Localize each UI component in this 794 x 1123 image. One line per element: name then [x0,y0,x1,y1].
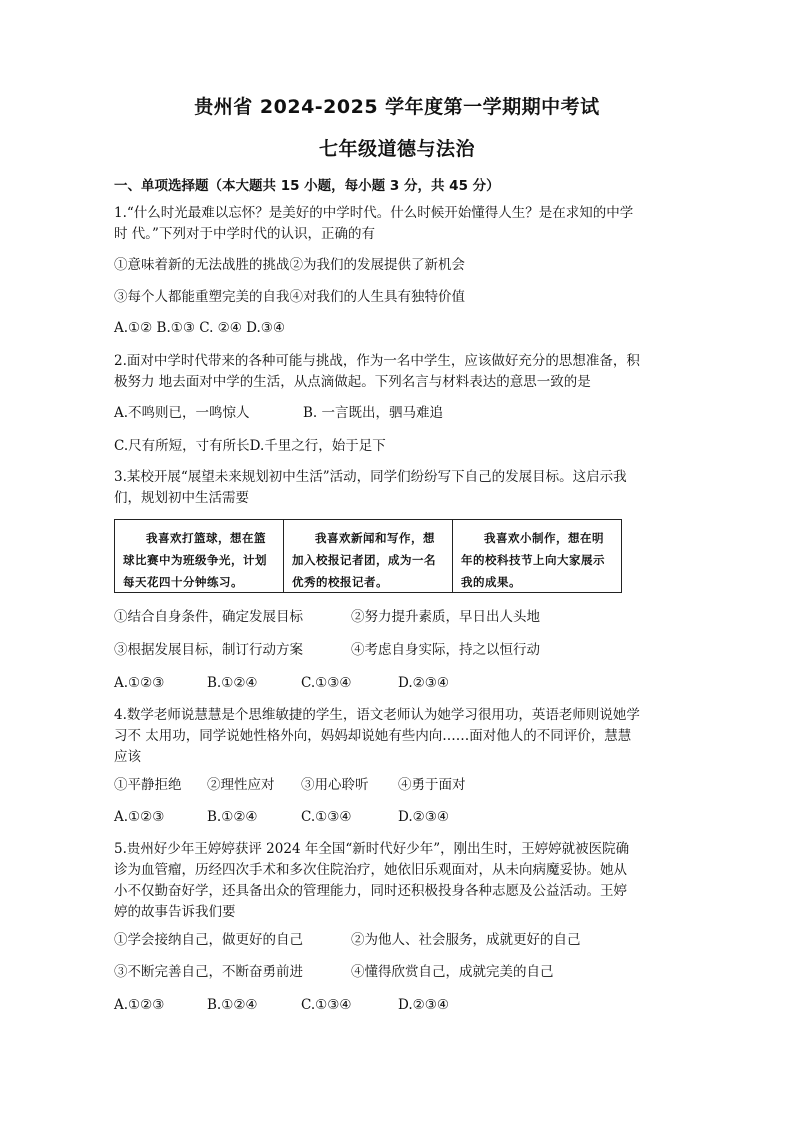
q1-options: A.①② B.①③ C. ②④ D.③④ [114,320,286,336]
q5-statement-2: ②为他人、社会服务，成就更好的自己 [351,932,581,948]
q5-statement-3: ③不断完善自己，不断奋勇前进 [114,964,303,980]
exam-title: 贵州省 2024-2025 学年度第一学期期中考试 [194,96,600,118]
q5-option-a: A.①②③ [114,997,165,1013]
question-2-stem [114,351,686,393]
q5-statements-row2 [114,961,686,983]
q5-option-c: C.①③④ [301,997,352,1013]
q3-statement-1: ①结合自身条件，确定发展目标 [114,609,303,625]
q3-statements-row1 [114,606,686,628]
q3-option-d: D.②③④ [398,675,449,691]
q5-stem-line3: 小不仅勤奋好学，还具备出众的管理能力，同时还积极投身各种志愿及公益活动。王婷 [114,883,627,899]
q2-option-a: A.不鸣则已，一鸣惊人 [114,405,250,421]
q4-options [114,806,686,828]
q4-option-b: B.①②④ [207,809,258,825]
q4-statements [114,774,686,796]
q5-statement-4: ④懂得欣赏自己，成就完美的自己 [351,964,554,980]
q4-stem-line2: 习不 太用功，同学说她性格外向，妈妈却说她有些内向……面对他人的不同评价，慧慧 [114,728,632,744]
q3-statements-row2 [114,639,686,661]
q5-option-b: B.①②④ [207,997,258,1013]
q3-statement-2: ②努力提升素质，早日出人头地 [351,609,540,625]
q3-material-table [114,519,622,593]
q2-stem-line2: 极努力 地去面对中学的生活，从点滴做起。下列名言与材料表达的意思一致的是 [114,374,591,390]
q1-stem-line1: 1.“什么时光最难以忘怀？是美好的中学时代。什么时候开始懂得人生？是在求知的中学 [114,205,634,221]
q1-stem-line2: 时 代。”下列对于中学时代的认识，正确的有 [114,226,375,242]
question-5-stem [114,839,686,923]
section-heading: 一、单项选择题（本大题共 15 小题，每小题 3 分，共 45 分） [114,178,500,194]
q4-option-d: D.②③④ [398,809,449,825]
q3-material-cell-2: 我喜欢新闻和写作，想加入校报记者团，成为一名优秀的校报记者。 [283,520,452,592]
q4-statement-2: ②理性应对 [207,777,275,793]
q5-stem-line2: 诊为血管瘤，历经四次手术和多次住院治疗，她依旧乐观面对，从未向病魔妥协。她从 [114,862,627,878]
q3-option-c: C.①③④ [301,675,352,691]
q5-stem-line1: 5.贵州好少年王婷婷获评 2024 年全国“新时代好少年”，刚出生时，王婷婷就被医院确 [114,841,630,857]
q4-option-c: C.①③④ [301,809,352,825]
q5-option-d: D.②③④ [398,997,449,1013]
q4-statement-4: ④勇于面对 [398,777,466,793]
q3-material-cell-3: 我喜欢小制作，想在明年的校科技节上向大家展示我的成果。 [452,520,621,592]
q3-material-cell-1: 我喜欢打篮球，想在篮球比赛中为班级争光，计划每天花四十分钟练习。 [123,531,267,589]
q2-options-ab [114,402,686,424]
q3-stem-line1: 3.某校开展“展望未来规划初中生活”活动，同学们纷纷写下自己的发展目标。这启示我 [114,469,627,485]
q2-stem-line1: 2.面对中学时代带来的各种可能与挑战，作为一名中学生，应该做好充分的思想准备，积 [114,353,640,369]
q3-statement-3: ③根据发展目标，制订行动方案 [114,642,303,658]
q5-stem-line4: 婷的故事告诉我们要 [114,904,236,920]
q4-stem-line3: 应该 [114,749,141,765]
q3-stem-line2: 们，规划初中生活需要 [114,490,249,506]
q1-statement-1: ①意味着新的无法战胜的挑战②为我们的发展提供了新机会 [114,257,465,273]
q3-option-a: A.①②③ [114,675,165,691]
question-3-stem [114,467,686,509]
exam-subject: 七年级道德与法治 [318,138,475,160]
q1-statement-2: ③每个人都能重塑完美的自我④对我们的人生具有独特价值 [114,289,465,305]
q4-stem-line1: 4.数学老师说慧慧是个思维敏捷的学生，语文老师认为她学习很用功，英语老师则说她学 [114,707,640,723]
q2-options-cd: C.尺有所短，寸有所长D.千里之行，始于足下 [114,438,386,454]
q4-statement-3: ③用心聆听 [301,777,369,793]
q3-option-b: B.①②④ [207,675,258,691]
question-4-stem [114,705,686,768]
q3-statement-4: ④考虑自身实际，持之以恒行动 [351,642,540,658]
q3-options [114,672,686,694]
question-1-stem [114,203,686,245]
q5-statement-1: ①学会接纳自己，做更好的自己 [114,932,303,948]
q5-statements-row1 [114,929,686,951]
q5-options [114,994,686,1016]
q4-statement-1: ①平静拒绝 [114,777,182,793]
q2-option-b: B. 一言既出，驷马难追 [303,405,444,421]
q4-option-a: A.①②③ [114,809,165,825]
